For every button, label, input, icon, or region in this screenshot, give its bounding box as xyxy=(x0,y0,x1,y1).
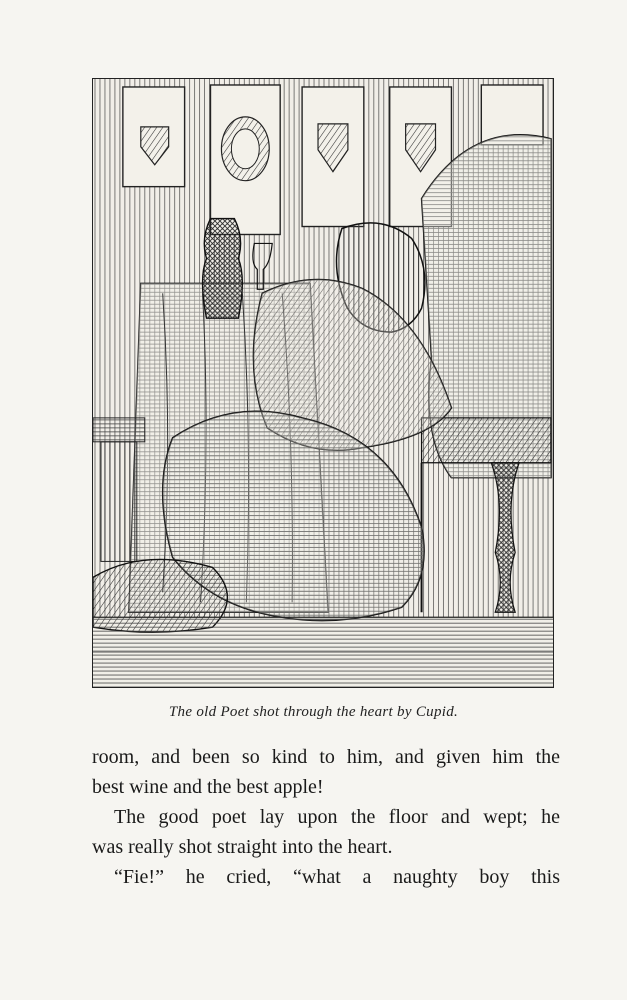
text-line: was really shot straight into the heart. xyxy=(92,836,393,858)
engraving-kneeling-poet-icon xyxy=(93,79,553,687)
illustration-caption: The old Poet shot through the heart by Cupid. xyxy=(168,704,459,720)
text-line: best wine and the best apple! xyxy=(92,776,324,798)
text-line: The good poet lay upon the floor and wept; he xyxy=(114,806,560,828)
text-line: “Fie!” he cried, “what a naughty boy this xyxy=(114,866,560,888)
body-text xyxy=(92,742,560,892)
text-line: room, and been so kind to him, and given him the xyxy=(92,746,560,768)
engraving-illustration xyxy=(92,78,554,688)
